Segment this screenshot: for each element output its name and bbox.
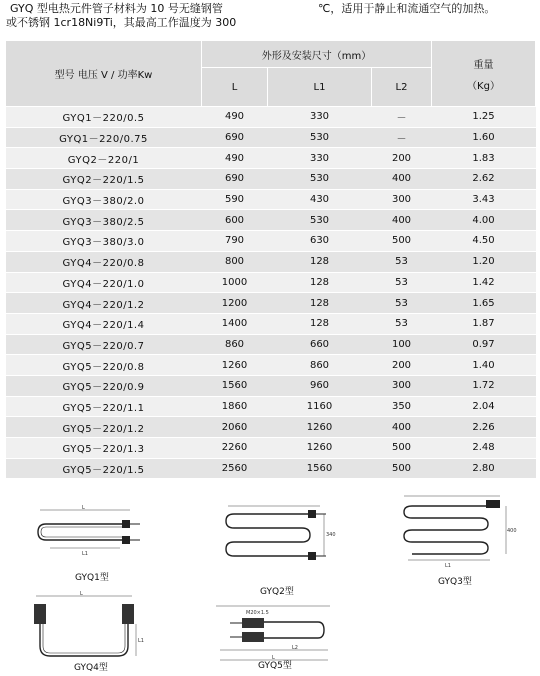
cell-L: 1560 [202,375,268,396]
cell-model: GYQ1－220/0.5 [6,107,202,128]
cell-model: GYQ2－220/1.5 [6,169,202,190]
cell-L: 1860 [202,396,268,417]
cell-L2: 500 [372,438,432,459]
cell-L2: 200 [372,355,432,376]
cell-weight: 3.43 [432,189,536,210]
table-row [6,127,536,148]
cell-L: 860 [202,334,268,355]
cell-weight: 2.62 [432,169,536,190]
gyq2-caption: GYQ2型 [260,587,294,597]
cell-L2: 400 [372,169,432,190]
cell-L: 490 [202,107,268,128]
cell-model: GYQ5－220/1.3 [6,438,202,459]
cell-L2: 100 [372,334,432,355]
cell-L1: 1160 [268,396,372,417]
cell-L: 790 [202,231,268,252]
header-weight-label: 重量 [473,59,494,71]
cell-L: 2060 [202,417,268,438]
cell-L: 2260 [202,438,268,459]
cell-L: 1000 [202,272,268,293]
table-row [6,210,536,231]
cell-model: GYQ2－220/1 [6,148,202,169]
intro-line-2: 或不锈钢 1cr18Ni9Ti，其最高工作温度为 300 [6,16,237,29]
gyq1-caption: GYQ1型 [75,573,109,583]
cell-L1: 530 [268,127,372,148]
header-L2: L2 [372,68,432,107]
cell-L2: 500 [372,231,432,252]
table-row [6,189,536,210]
gyq1-dim-L1: L1 [82,551,88,557]
gyq2-dim-340: 340 [326,532,336,538]
gyq3-dim-L1: L1 [445,563,451,569]
cell-model: GYQ5－220/0.7 [6,334,202,355]
table-row [6,313,536,334]
gyq4-dim-L1: L1 [138,638,144,644]
gyq3-terminal-1 [486,500,494,508]
table-row [6,334,536,355]
cell-L2: 53 [372,251,432,272]
gyq1-terminal-top [122,520,130,528]
cell-model: GYQ5－220/0.9 [6,375,202,396]
cell-model: GYQ3－380/2.0 [6,189,202,210]
gyq3-caption: GYQ3型 [438,577,472,587]
cell-L2: － [372,107,432,128]
cell-weight: 1.72 [432,375,536,396]
gyq3-dim-400: 400 [507,528,517,534]
table-row [6,251,536,272]
cell-weight: 4.00 [432,210,536,231]
cell-L1: 530 [268,210,372,231]
cell-L1: 530 [268,169,372,190]
table-row [6,375,536,396]
gyq4-terminal-left [34,604,46,624]
cell-model: GYQ5－220/0.8 [6,355,202,376]
gyq1-drawing [30,504,145,560]
cell-weight: 0.97 [432,334,536,355]
cell-L: 590 [202,189,268,210]
cell-L1: 330 [268,107,372,128]
cell-L2: 53 [372,313,432,334]
gyq3-drawing [400,490,515,570]
table-row [6,293,536,314]
cell-L: 1400 [202,313,268,334]
table-row [6,231,536,252]
cell-L: 800 [202,251,268,272]
header-model: 型号 电压 V / 功率Kw [6,41,202,107]
header-weight-unit: （Kg） [467,80,500,92]
cell-L2: 200 [372,148,432,169]
cell-L2: － [372,127,432,148]
table-row [6,169,536,190]
gyq1-dim-L: L [82,505,85,511]
cell-weight: 4.50 [432,231,536,252]
gyq3-terminal-2 [494,500,500,508]
cell-model: GYQ5－220/1.1 [6,396,202,417]
gyq2-terminal-bottom [308,552,316,560]
cell-L: 2560 [202,458,268,478]
cell-L1: 1260 [268,417,372,438]
diagram-gyq3 [400,490,517,587]
gyq5-dim-m20: M20×1.5 [246,610,269,616]
cell-L2: 300 [372,189,432,210]
cell-weight: 2.80 [432,458,536,478]
cell-L1: 128 [268,272,372,293]
diagram-gyq4 [14,590,149,673]
cell-weight: 1.87 [432,313,536,334]
gyq4-dim-L: L [80,591,83,597]
cell-L1: 128 [268,313,372,334]
diagram-gyq2 [220,502,336,597]
table-row [6,107,536,128]
cell-weight: 1.20 [432,251,536,272]
cell-weight: 1.42 [432,272,536,293]
cell-model: GYQ5－220/1.5 [6,458,202,478]
gyq5-terminal-bottom [242,632,264,642]
cell-L2: 53 [372,272,432,293]
cell-model: GYQ3－380/2.5 [6,210,202,231]
cell-L: 690 [202,169,268,190]
cell-model: GYQ4－220/1.4 [6,313,202,334]
cell-L2: 350 [372,396,432,417]
gyq5-terminal-top [242,618,264,628]
gyq4-terminal-right [122,604,134,624]
cell-weight: 1.60 [432,127,536,148]
cell-L1: 1560 [268,458,372,478]
cell-model: GYQ3－380/3.0 [6,231,202,252]
cell-model: GYQ4－220/1.2 [6,293,202,314]
table-row [6,148,536,169]
header-dimensions: 外形及安装尺寸（mm） [202,41,432,68]
diagram-gyq5 [212,602,337,672]
table-row [6,417,536,438]
cell-model: GYQ5－220/1.2 [6,417,202,438]
gyq2-terminal-top [308,510,316,518]
gyq5-dim-L2: L2 [292,645,298,651]
table-row [6,272,536,293]
cell-L2: 400 [372,417,432,438]
cell-L: 1260 [202,355,268,376]
cell-model: GYQ1－220/0.75 [6,127,202,148]
cell-weight: 1.25 [432,107,536,128]
diagram-gyq1 [30,504,145,583]
cell-L2: 53 [372,293,432,314]
intro-line-1b: ℃，适用于静止和流通空气的加热。 [318,2,496,15]
cell-weight: 1.40 [432,355,536,376]
gyq2-drawing [220,502,335,562]
cell-L1: 630 [268,231,372,252]
gyq4-drawing [14,590,149,670]
header-weight [432,41,536,107]
cell-L1: 860 [268,355,372,376]
cell-model: GYQ4－220/1.0 [6,272,202,293]
cell-L2: 400 [372,210,432,231]
header-L: L [202,68,268,107]
cell-weight: 2.48 [432,438,536,459]
cell-L1: 960 [268,375,372,396]
table-row [6,458,536,478]
table-row [6,396,536,417]
gyq1-terminal-bottom [122,536,130,544]
cell-weight: 2.26 [432,417,536,438]
cell-weight: 2.04 [432,396,536,417]
cell-L1: 430 [268,189,372,210]
cell-weight: 1.83 [432,148,536,169]
header-L1: L1 [268,68,372,107]
cell-L: 1200 [202,293,268,314]
gyq4-caption: GYQ4型 [74,663,108,673]
cell-L: 690 [202,127,268,148]
gyq5-dim-L: L [272,655,275,661]
cell-L1: 128 [268,251,372,272]
cell-L: 490 [202,148,268,169]
cell-L: 600 [202,210,268,231]
table-row [6,355,536,376]
gyq5-caption: GYQ5型 [258,661,292,671]
figures-area [0,484,540,676]
cell-L2: 300 [372,375,432,396]
cell-L1: 660 [268,334,372,355]
cell-model: GYQ4－220/0.8 [6,251,202,272]
cell-L1: 330 [268,148,372,169]
cell-L1: 1260 [268,438,372,459]
cell-weight: 1.65 [432,293,536,314]
table-row [6,438,536,459]
cell-L1: 128 [268,293,372,314]
spec-table [5,40,536,478]
intro-line-1a: GYQ 型电热元件管子材料为 10 号无缝钢管 [10,2,223,15]
cell-L2: 500 [372,458,432,478]
